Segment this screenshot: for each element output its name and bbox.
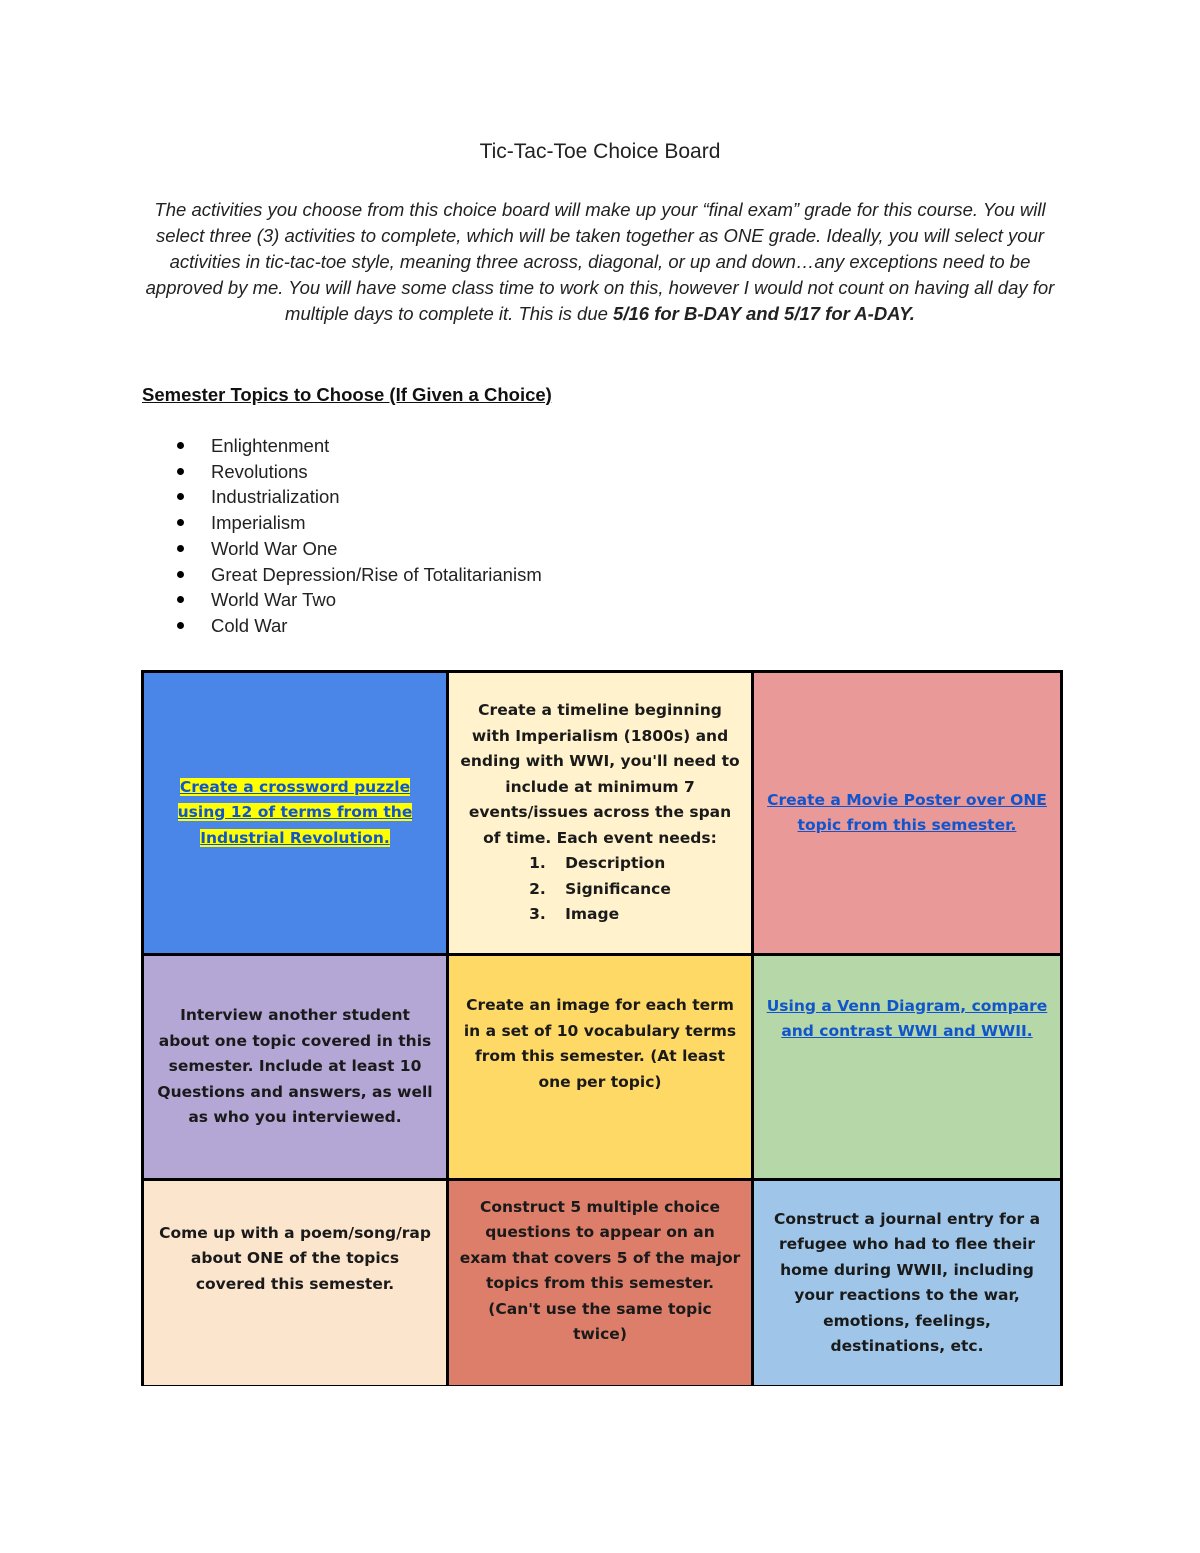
- board-cell-interview: [144, 956, 446, 1178]
- timeline-steps: [529, 851, 671, 928]
- list-item: Imperialism: [140, 510, 542, 536]
- board-cell-crossword: [144, 673, 446, 953]
- intro-paragraph: [140, 197, 1060, 327]
- board-cell-venn-diagram: [754, 956, 1060, 1178]
- step-label: Image: [565, 905, 620, 924]
- list-item: [529, 877, 671, 903]
- step-number: 3.: [529, 905, 546, 924]
- poem-text: Come up with a poem/song/rap about ONE of the topics covered this semester.: [159, 1223, 431, 1293]
- intro-text: The activities you choose from this choice board will make up your “final exam” grade for this course. You will select three (3) activities to complete, which will be taken together as ONE grade. Ideally, you will select your activities in tic-tac-toe style, meaning three across, diagonal, or up and down…any exceptions need to be approved by me. You will have some class time to work on this, however I would not count on having all day for multiple days to complete it. This is due: [145, 199, 1055, 324]
- list-item: World War Two: [140, 587, 542, 613]
- list-item: [529, 851, 671, 877]
- venn-diagram-link[interactable]: Using a Venn Diagram, compare and contrast WWI and WWII.: [766, 996, 1048, 1040]
- list-item: Revolutions: [140, 459, 542, 485]
- crossword-link[interactable]: Create a crossword puzzle using 12 of terms from the Industrial Revolution.: [177, 777, 413, 847]
- timeline-text: Create a timeline beginning with Imperialism (1800s) and ending with WWI, you'll need to include at minimum 7 events/issues across the span of time. Each event needs:: [460, 701, 740, 847]
- list-item: Enlightenment: [140, 433, 542, 459]
- multiple-choice-text: Construct 5 multiple choice questions to appear on an exam that covers 5 of the major topics from this semester. (Can't use the same topic twice): [459, 1197, 741, 1343]
- journal-text: Construct a journal entry for a refugee who had to flee their home during WWII, including your reactions to the war, emotions, feelings, destinations, etc.: [773, 1209, 1041, 1355]
- vocabulary-text: Create an image for each term in a set of 10 vocabulary terms from this semester. (At least one per topic): [463, 996, 737, 1091]
- board-cell-movie-poster: [754, 673, 1060, 953]
- list-item: World War One: [140, 536, 542, 562]
- board-cell-timeline: [449, 673, 751, 953]
- board-cell-multiple-choice: [449, 1181, 751, 1385]
- page-title: Tic-Tac-Toe Choice Board: [479, 140, 721, 163]
- interview-text: Interview another student about one topic covered in this semester. Include at least 10 Questions and answers, as well as who you interviewed.: [157, 1006, 433, 1127]
- step-label: Significance: [565, 879, 671, 898]
- board-cell-journal: [754, 1181, 1060, 1385]
- step-number: 1.: [529, 854, 546, 873]
- step-number: 2.: [529, 879, 546, 898]
- topics-heading: Semester Topics to Choose (If Given a Choice): [142, 384, 552, 405]
- board-cell-vocabulary: [449, 956, 751, 1178]
- board-cell-poem: [144, 1181, 446, 1385]
- due-date-text: 5/16 for B-DAY and 5/17 for A-DAY.: [613, 303, 915, 324]
- choice-board-grid: [141, 670, 1063, 1386]
- list-item: Great Depression/Rise of Totalitarianism: [140, 562, 542, 588]
- step-label: Description: [565, 854, 666, 873]
- topics-list: [140, 433, 542, 639]
- list-item: Cold War: [140, 613, 542, 639]
- list-item: [529, 902, 671, 928]
- movie-poster-link[interactable]: Create a Movie Poster over ONE topic from this semester.: [767, 790, 1047, 834]
- list-item: Industrialization: [140, 484, 542, 510]
